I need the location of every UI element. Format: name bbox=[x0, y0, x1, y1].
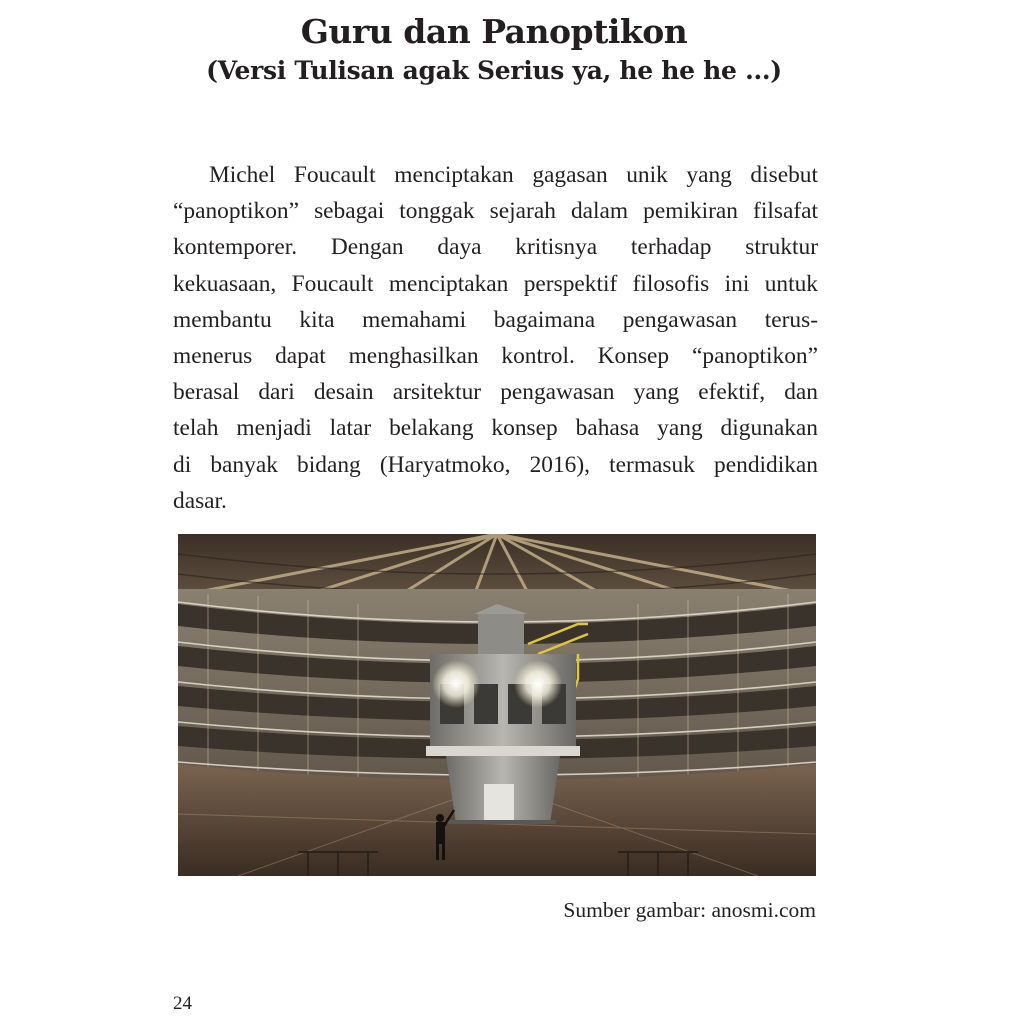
paragraph-line: “panoptikon” sebagai tonggak sejarah dalam pemikiran filsafat bbox=[173, 198, 818, 225]
page-number: 24 bbox=[173, 993, 192, 1014]
paragraph-line: membantu kita memahami bagaimana pengawasan terus- bbox=[173, 306, 818, 333]
panopticon-photo bbox=[178, 534, 816, 876]
paragraph-line: menerus dapat menghasilkan kontrol. Konsep “panoptikon” bbox=[173, 342, 818, 369]
image-caption: Sumber gambar: anosmi.com bbox=[563, 898, 816, 922]
page-subtitle: (Versi Tulisan agak Serius ya, he he he ...) bbox=[206, 56, 782, 85]
panopticon-illustration bbox=[178, 534, 816, 876]
page-title: Guru dan Panoptikon bbox=[300, 12, 688, 51]
paragraph-line: berasal dari desain arsitektur pengawasan yang efektif, dan bbox=[173, 379, 818, 406]
paragraph-line: dasar. bbox=[173, 487, 227, 514]
paragraph-line: telah menjadi latar belakang konsep bahasa yang digunakan bbox=[173, 415, 818, 442]
body-paragraph bbox=[173, 157, 818, 519]
paragraph-line: kontemporer. Dengan daya kritisnya terhadap struktur bbox=[173, 234, 818, 261]
paragraph-line: Michel Foucault menciptakan gagasan unik yang disebut bbox=[209, 162, 818, 188]
paragraph-line: di banyak bidang (Haryatmoko, 2016), termasuk pendidikan bbox=[173, 451, 818, 478]
paragraph-line: kekuasaan, Foucault menciptakan perspektif filosofis ini untuk bbox=[173, 270, 818, 297]
